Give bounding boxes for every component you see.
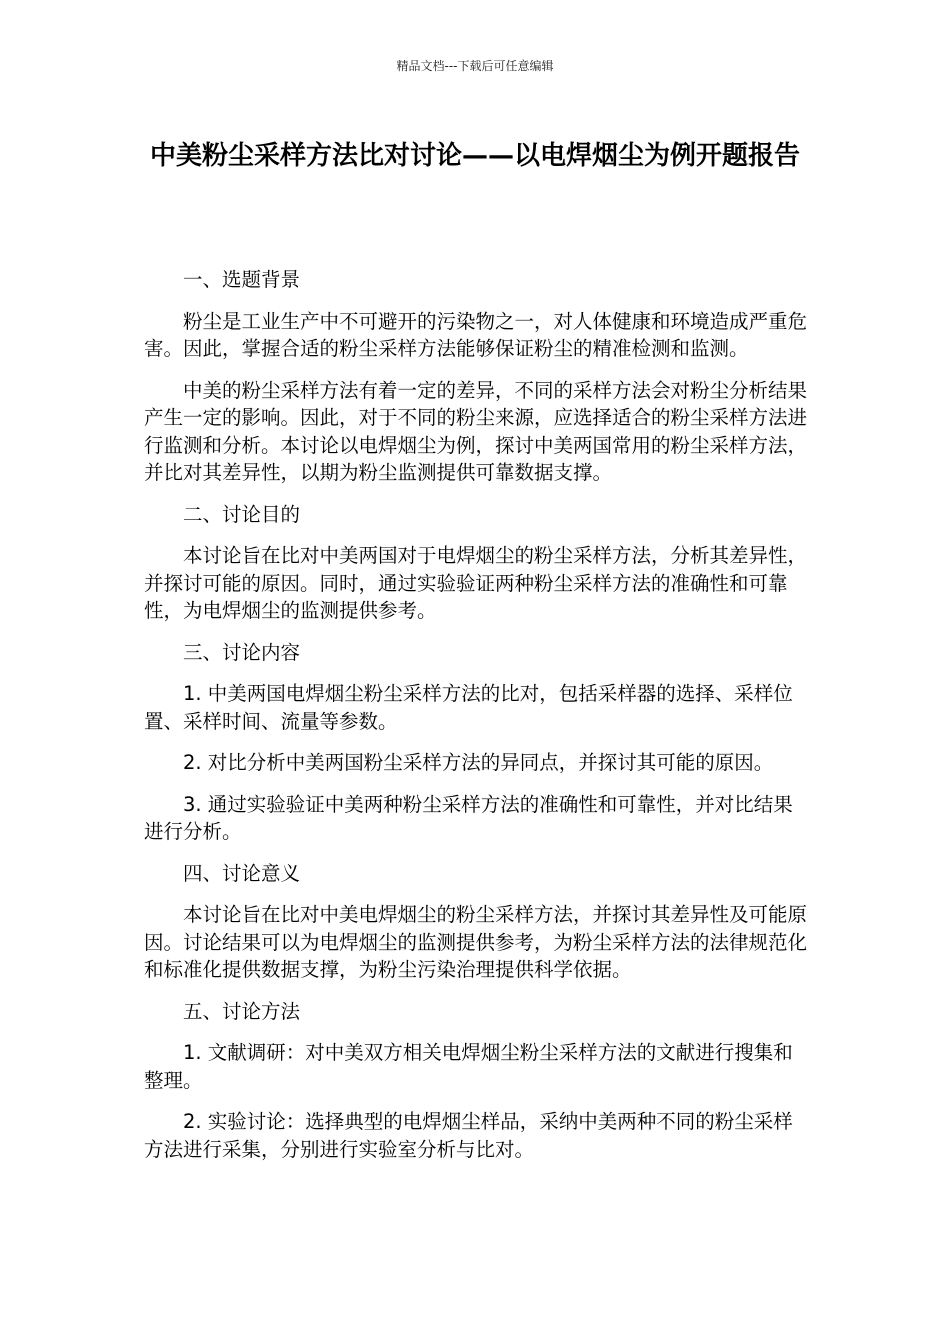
list-item: 3. 通过实验验证中美两种粉尘采样方法的准确性和可靠性，并对比结果进行分析。 xyxy=(144,792,793,843)
section-heading-content: 三、讨论内容 xyxy=(183,640,301,664)
list-item: 2. 对比分析中美两国粉尘采样方法的异同点，并探讨其可能的原因。 xyxy=(183,751,774,774)
paragraph: 粉尘是工业生产中不可避开的污染物之一，对人体健康和环境造成严重危害。因此，掌握合适的粉尘采样方法能够保证粉尘的精准检测和监测。 xyxy=(144,309,808,360)
section-heading-purpose: 二、讨论目的 xyxy=(183,502,301,526)
document-title: 中美粉尘采样方法比对讨论——以电焊烟尘为例开题报告 xyxy=(149,141,800,171)
section-heading-significance: 四、讨论意义 xyxy=(183,861,301,885)
paragraph: 中美的粉尘采样方法有着一定的差异，不同的采样方法会对粉尘分析结果产生一定的影响。因此，对于不同的粉尘来源，应选择适合的粉尘采样方法进行监测和分析。本讨论以电焊烟尘为例，探讨中美两国常用的粉尘采样方法，并比对其差异性，以期为粉尘监测提供可靠数据支撑。 xyxy=(144,378,808,484)
paragraph: 本讨论旨在比对中美两国对于电焊烟尘的粉尘采样方法，分析其差异性，并探讨可能的原因。同时，通过实验验证两种粉尘采样方法的准确性和可靠性，为电焊烟尘的监测提供参考。 xyxy=(144,544,808,622)
list-item: 1. 文献调研：对中美双方相关电焊烟尘粉尘采样方法的文献进行搜集和整理。 xyxy=(144,1041,793,1092)
header-note: 精品文档---下载后可任意编辑 xyxy=(396,59,554,73)
document-body xyxy=(144,266,812,1177)
section-heading-background: 一、选题背景 xyxy=(183,268,301,291)
list-item: 1. 中美两国电焊烟尘粉尘采样方法的比对，包括采样器的选择、采样位置、采样时间、流量等参数。 xyxy=(144,682,793,733)
section-heading-methods: 五、讨论方法 xyxy=(183,999,301,1023)
list-item: 2. 实验讨论：选择典型的电焊烟尘样品，采纳中美两种不同的粉尘采样方法进行采集，分别进行实验室分析与比对。 xyxy=(144,1110,793,1161)
paragraph: 本讨论旨在比对中美电焊烟尘的粉尘采样方法，并探讨其差异性及可能原因。讨论结果可以为电焊烟尘的监测提供参考，为粉尘采样方法的法律规范化和标准化提供数据支撑，为粉尘污染治理提供科学依据。 xyxy=(144,903,808,981)
